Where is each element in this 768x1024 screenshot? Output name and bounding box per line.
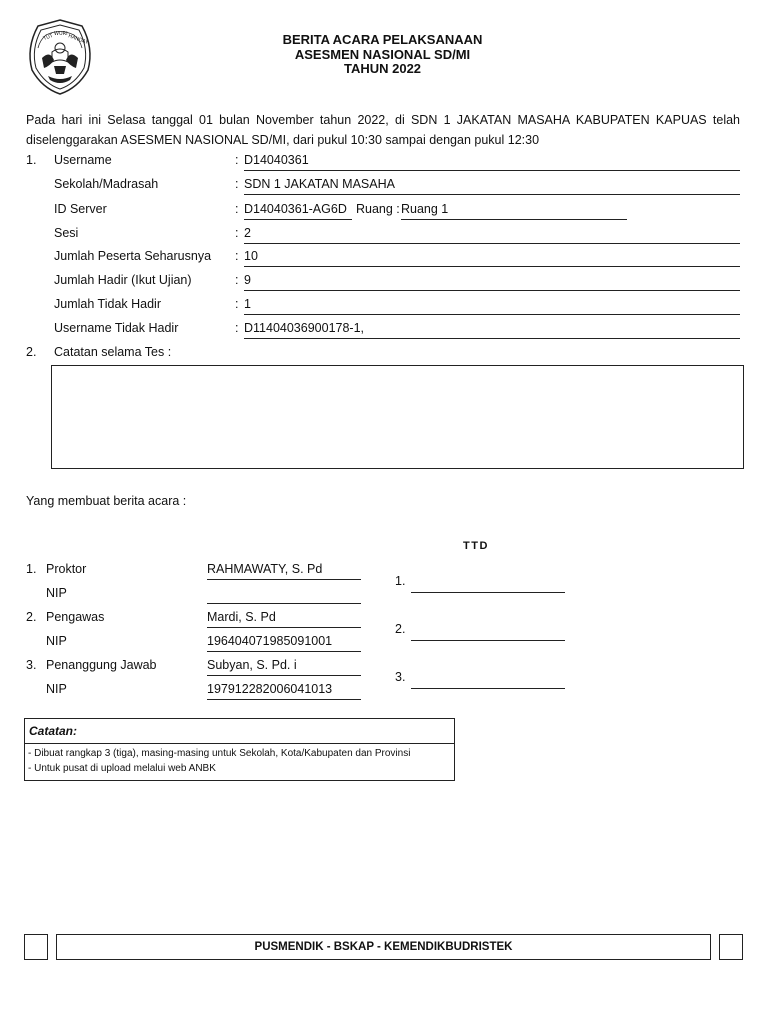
field-value: D11404036900178-1,	[244, 321, 740, 339]
signatory-role: Proktor	[46, 562, 87, 576]
ttd-number: 2.	[395, 622, 406, 636]
field-label: ID Server	[54, 202, 107, 216]
field-number: 1.	[26, 153, 37, 167]
footer-right-box	[719, 934, 743, 960]
field-value: 2	[244, 226, 740, 244]
signatory-name: Subyan, S. Pd. i	[207, 658, 361, 676]
intro-line-1: Pada hari ini Selasa tanggal 01 bulan November tahun 2022, di SDN 1 JAKATAN MASAHA KABUPATEN KAPUAS telah	[26, 113, 740, 127]
field-absent-username	[26, 321, 740, 343]
field-school	[26, 177, 740, 199]
signatory-name: Mardi, S. Pd	[207, 610, 361, 628]
field-id-server	[26, 202, 740, 224]
catatan-box	[24, 718, 455, 781]
notes-box[interactable]	[51, 365, 744, 469]
nip-value	[207, 586, 361, 604]
colon: :	[235, 297, 239, 311]
intro-paragraph	[26, 110, 740, 150]
field-label: Jumlah Hadir (Ikut Ujian)	[54, 273, 192, 287]
room-value: Ruang 1	[401, 202, 627, 220]
field-value: 9	[244, 273, 740, 291]
field-value: 10	[244, 249, 740, 267]
room-label: Ruang :	[356, 202, 400, 216]
document-title	[0, 33, 768, 77]
notes-heading	[26, 345, 740, 367]
field-value: D14040361-AG6D	[244, 202, 352, 220]
field-value: 1	[244, 297, 740, 315]
title-line-3: TAHUN 2022	[343, 61, 422, 76]
ttd-label: TTD	[463, 540, 489, 552]
notes-number: 2.	[26, 345, 37, 359]
signature-line-2[interactable]	[411, 626, 565, 641]
signatory-number: 3.	[26, 658, 37, 672]
title-line-1: BERITA ACARA PELAKSANAAN	[282, 32, 483, 47]
footer-left-box	[24, 934, 48, 960]
colon: :	[235, 249, 239, 263]
field-label: Username	[54, 153, 112, 167]
field-value: SDN 1 JAKATAN MASAHA	[244, 177, 740, 195]
field-expected-participants	[26, 249, 740, 271]
nip-label: NIP	[46, 586, 67, 600]
field-absent	[26, 297, 740, 319]
field-label: Sekolah/Madrasah	[54, 177, 159, 191]
intro-line-2: diselenggarakan ASESMEN NASIONAL SD/MI, dari pukul 10:30 sampai dengan pukul 12:30	[26, 133, 540, 147]
nip-label: NIP	[46, 682, 67, 696]
ttd-number: 3.	[395, 670, 406, 684]
field-label: Username Tidak Hadir	[54, 321, 179, 335]
catatan-item: - Untuk pusat di upload melalui web ANBK	[28, 763, 216, 774]
catatan-item: - Dibuat rangkap 3 (tiga), masing-masing untuk Sekolah, Kota/Kabupaten dan Provinsi	[28, 748, 411, 759]
field-username	[26, 153, 740, 175]
footer-label: PUSMENDIK - BSKAP - KEMENDIKBUDRISTEK	[56, 934, 711, 960]
signatories-section	[26, 562, 566, 702]
ttd-number: 1.	[395, 574, 406, 588]
field-present	[26, 273, 740, 295]
field-label: Sesi	[54, 226, 79, 240]
svg-text:HANDAY: HANDAY	[67, 33, 89, 46]
signatory-role: Pengawas	[46, 610, 105, 624]
field-session	[26, 226, 740, 248]
notes-label: Catatan selama Tes :	[54, 345, 172, 359]
field-label: Jumlah Peserta Seharusnya	[54, 249, 212, 263]
signatory-name: RAHMAWATY, S. Pd	[207, 562, 361, 580]
svg-text:WURI: WURI	[54, 31, 68, 37]
signatory-number: 1.	[26, 562, 37, 576]
svg-text:TUT: TUT	[42, 32, 54, 42]
signature-line-1[interactable]	[411, 578, 565, 593]
colon: :	[235, 321, 239, 335]
colon: :	[235, 153, 239, 167]
colon: :	[235, 202, 239, 216]
catatan-heading: Catatan:	[25, 719, 454, 744]
signatory-number: 2.	[26, 610, 37, 624]
signatory-role: Penanggung Jawab	[46, 658, 157, 672]
nip-value: 196404071985091001	[207, 634, 361, 652]
field-value: D14040361	[244, 153, 740, 171]
nip-value: 197912282006041013	[207, 682, 361, 700]
signature-line-3[interactable]	[411, 674, 565, 689]
colon: :	[235, 177, 239, 191]
made-by-label: Yang membuat berita acara :	[26, 494, 187, 508]
colon: :	[235, 273, 239, 287]
colon: :	[235, 226, 239, 240]
field-label: Jumlah Tidak Hadir	[54, 297, 161, 311]
nip-label: NIP	[46, 634, 67, 648]
title-line-2: ASESMEN NASIONAL SD/MI	[294, 46, 471, 62]
